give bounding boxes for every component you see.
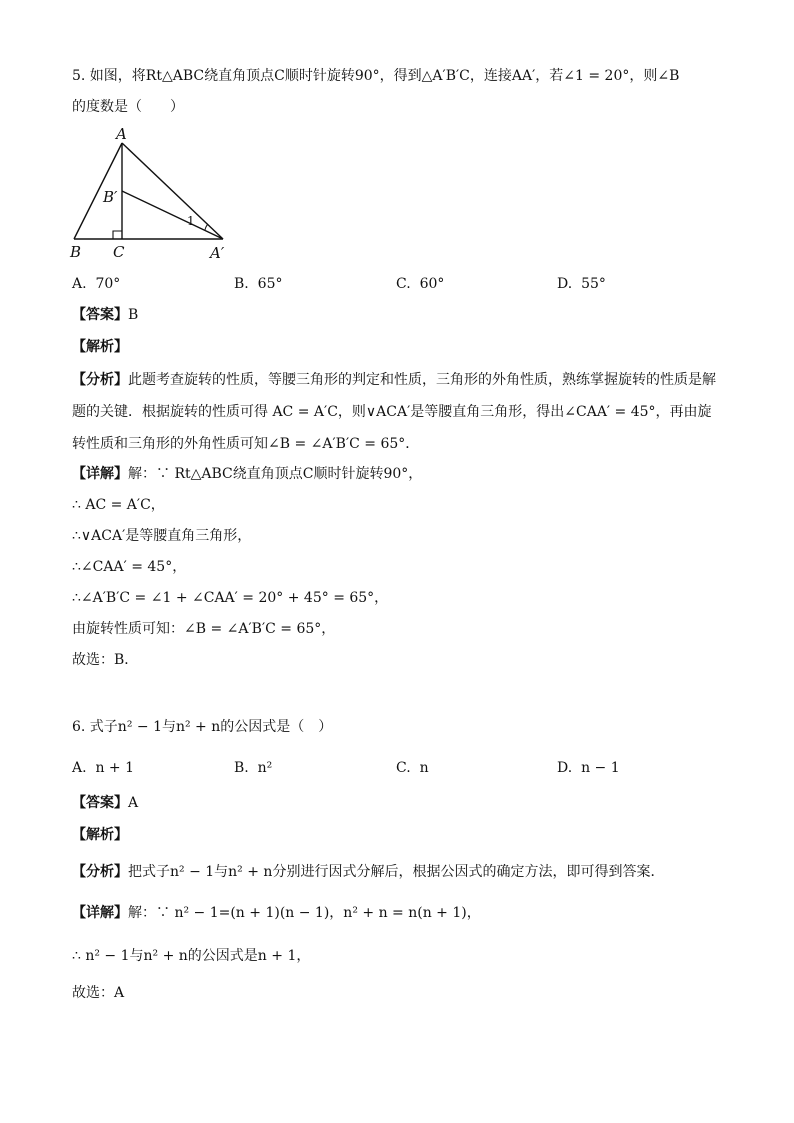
triangle-rotation-figure — [66, 127, 266, 262]
q5-detail-line7: 故选：B． — [72, 652, 139, 668]
q5-detail-line2: ∴ AC = A′C， — [72, 497, 165, 513]
label-C: C — [113, 243, 125, 261]
q5-option-d: D. 55° — [557, 276, 606, 292]
q5-option-b: B. 65° — [234, 276, 283, 292]
q5-fenxi-line1: 【分析】此题考查旋转的性质，等腰三角形的判定和性质，三角形的外角性质，熟练掌握旋转的性质是解 — [72, 372, 716, 388]
q5-answer: 【答案】B — [72, 307, 139, 323]
q6-analysis-heading: 【解析】 — [72, 827, 128, 843]
label-B-prime: B′ — [103, 188, 118, 206]
q5-detail-line1: 【详解】解：∵ Rt△ABC绕直角顶点C顺时针旋转90°， — [72, 466, 423, 482]
angle-1-arc — [205, 224, 208, 230]
q6-option-d: D. n − 1 — [557, 760, 620, 776]
segment-B-prime-A-prime — [122, 191, 223, 239]
q6-fenxi-line1: 【分析】把式子n² − 1与n² + n分别进行因式分解后，根据公因式的确定方法，即可得到答案． — [72, 864, 665, 880]
q5-detail-line4: ∴∠CAA′ = 45°， — [72, 559, 187, 575]
label-B: B — [70, 243, 82, 261]
q6-option-a: A. n + 1 — [72, 760, 135, 776]
q6-detail-line1: 【详解】解：∵ n² − 1=(n + 1)(n − 1)，n² + n = n(n + 1)， — [72, 905, 481, 921]
label-A: A — [116, 127, 127, 143]
q6-stem: 6. 式子n² − 1与n² + n的公因式是（ ） — [72, 719, 333, 735]
q5-detail-line3: ∴∨ACA′是等腰直角三角形， — [72, 528, 252, 544]
q5-fenxi-line3: 转性质和三角形的外角性质可知∠B = ∠A′B′C = 65°． — [72, 436, 420, 452]
q5-option-a: A. 70° — [72, 276, 121, 292]
label-A-prime: A′ — [210, 244, 225, 262]
q6-answer: 【答案】A — [72, 795, 139, 811]
q5-stem-line2: 的度数是（ ） — [72, 99, 184, 115]
q5-detail-line6: 由旋转性质可知：∠B = ∠A′B′C = 65°， — [72, 621, 336, 637]
q5-stem-line1: 5. 如图，将Rt△ABC绕直角顶点C顺时针旋转90°，得到△A′B′C，连接AA′，若∠1 = 20°，则∠B — [72, 68, 680, 84]
q6-detail-line2: ∴ n² − 1与n² + n的公因式是n + 1， — [72, 948, 311, 964]
q5-fenxi-line2: 题的关键．根据旋转的性质可得 AC = A′C，则∨ACA′是等腰直角三角形，得出∠CAA′ = 45°，再由旋 — [72, 404, 712, 420]
q6-detail-line3: 故选：A — [72, 985, 125, 1001]
right-angle-mark — [113, 231, 122, 239]
q5-detail-line5: ∴∠A′B′C = ∠1 + ∠CAA′ = 20° + 45° = 65°， — [72, 590, 389, 606]
q6-option-c: C. n — [396, 760, 429, 776]
q5-analysis-heading: 【解析】 — [72, 339, 128, 355]
q5-option-c: C. 60° — [396, 276, 445, 292]
label-angle-1: 1 — [187, 214, 195, 228]
q6-option-b: B. n² — [234, 760, 273, 776]
